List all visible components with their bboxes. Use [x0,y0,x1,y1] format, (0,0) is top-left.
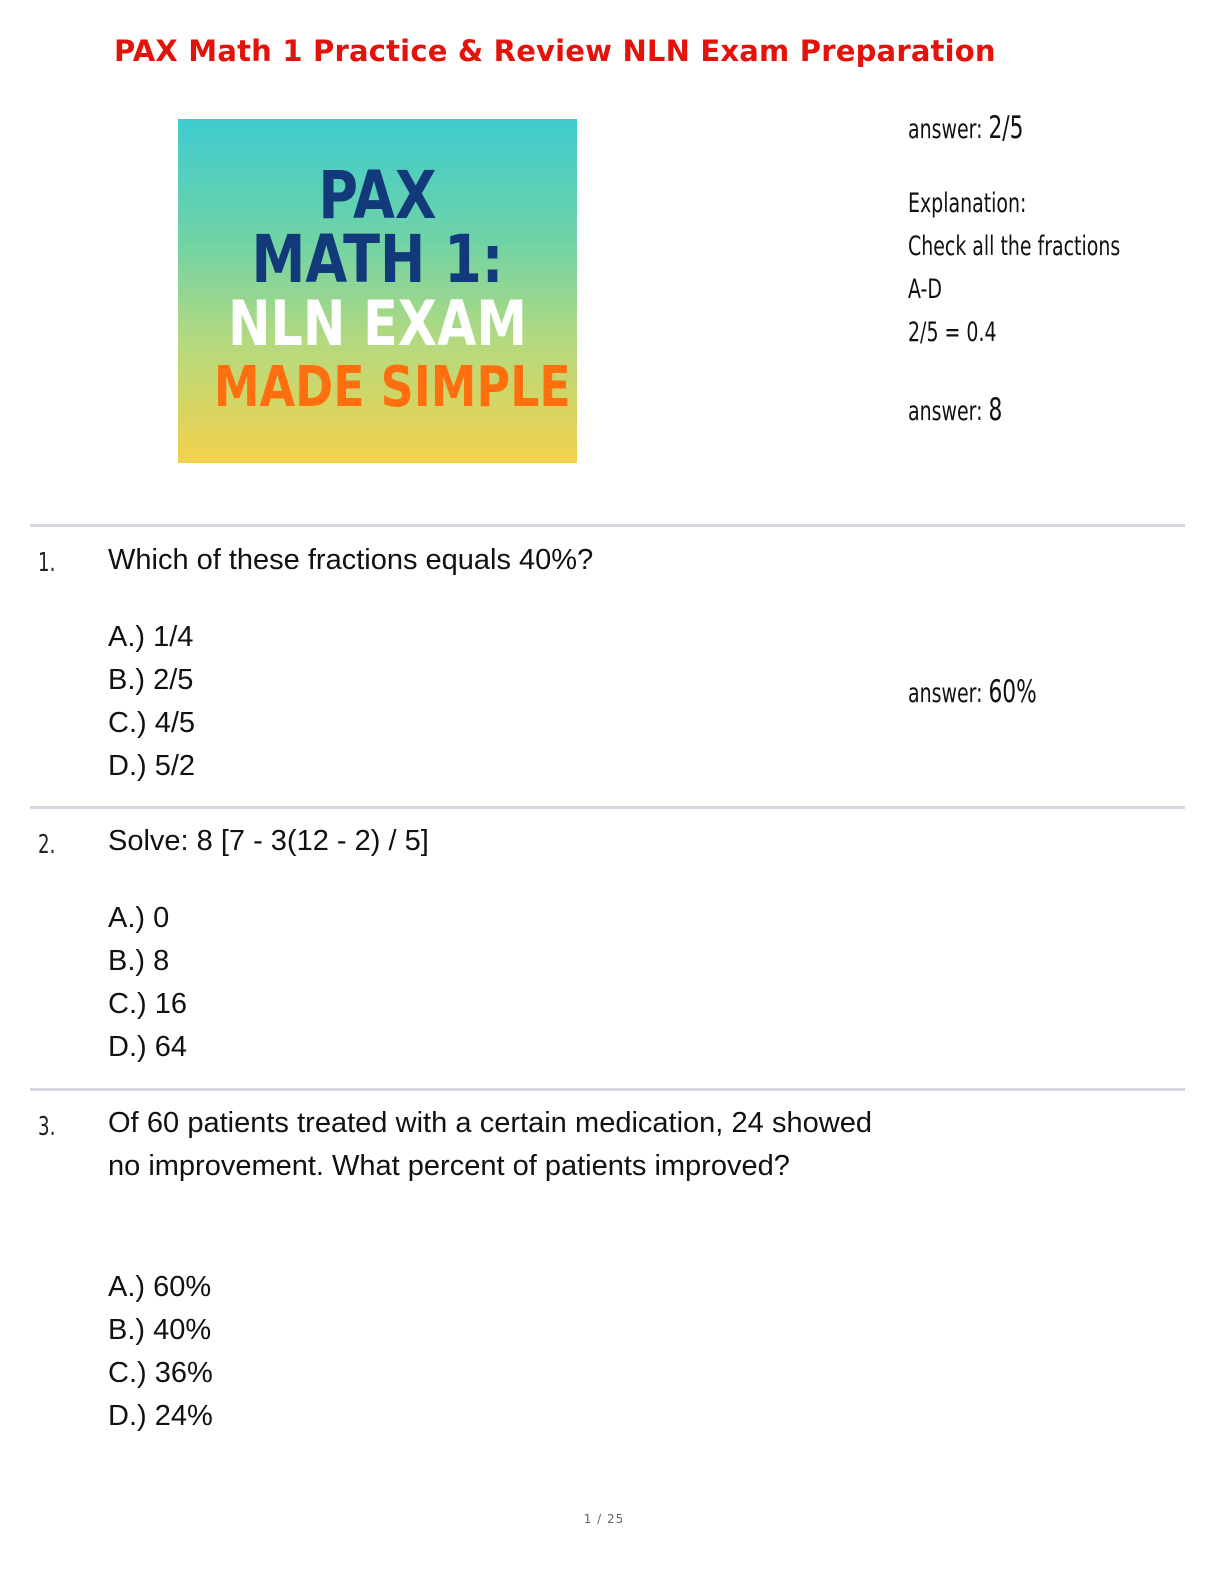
option-a: A.) 60% [108,1271,212,1303]
options-list [108,1266,213,1438]
question-number: 2. [38,830,56,860]
options-list [108,897,187,1069]
answer-note-1 [908,110,1023,146]
document-title: PAX Math 1 Practice & Review NLN Exam Preparation [114,34,996,68]
cover-image [178,119,577,463]
option-d: D.) 5/2 [108,750,196,782]
answer-note-3 [908,674,1037,710]
divider [30,524,1185,527]
question-text: Solve: 8 [7 - 3(12 - 2) / 5] [108,825,429,857]
option-a: A.) 0 [108,902,170,934]
divider [30,806,1185,809]
option-d: D.) 24% [108,1400,213,1432]
question-text: Which of these fractions equals 40%? [108,544,594,576]
answer-label: answer: [908,396,983,427]
option-c: C.) 36% [108,1357,213,1389]
answer-value: 2/5 [988,110,1024,146]
page-number: 1 / 25 [583,1512,625,1526]
cover-line-simple: MADE SIMPLE [213,355,571,420]
answer-label: answer: [908,114,983,145]
option-c: C.) 16 [108,988,187,1020]
divider [30,1088,1185,1091]
explanation-label: Explanation: [908,188,1027,219]
option-d: D.) 64 [108,1031,187,1063]
answer-value: 60% [988,674,1037,710]
options-list [108,616,195,788]
cover-line-nln: NLN EXAM [227,287,528,360]
option-b: B.) 40% [108,1314,212,1346]
explanation-line: A-D [908,274,942,305]
question-number: 1. [38,548,56,578]
question-number: 3. [38,1112,56,1142]
answer-value: 8 [988,392,1003,428]
cover-line-math: MATH 1: [251,221,504,298]
answer-note-2 [908,392,1002,428]
question-text: Of 60 patients treated with a certain medication, 24 showed no improvement. What percent of patients improved? [108,1107,872,1182]
answer-label: answer: [908,678,983,709]
option-b: B.) 8 [108,945,170,977]
option-c: C.) 4/5 [108,707,196,739]
explanation-line: Check all the fractions [908,231,1121,262]
explanation-line: 2/5 = 0.4 [908,317,997,348]
cover-line-pax: PAX [318,157,437,234]
option-b: B.) 2/5 [108,664,194,696]
option-a: A.) 1/4 [108,621,194,653]
